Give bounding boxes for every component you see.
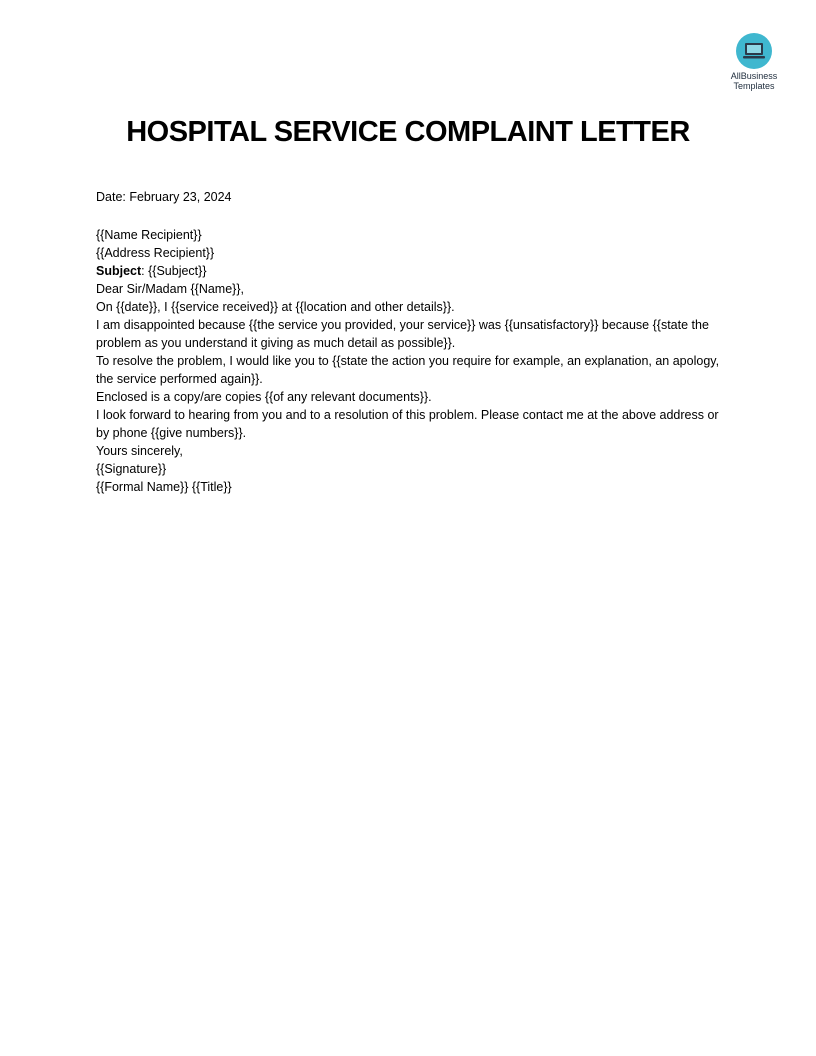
letter-body bbox=[96, 188, 726, 496]
logo-line-2: Templates bbox=[733, 81, 775, 91]
subject-line bbox=[96, 262, 726, 280]
laptop-icon bbox=[742, 41, 766, 61]
recipient-address: {{Address Recipient}} bbox=[96, 246, 215, 260]
subject-value: : {{Subject}} bbox=[141, 264, 207, 278]
paragraph-2: I am disappointed because {{the service you provided, your service}} was {{unsatisfactory}} because {{state the problem as you understand it giving as much detail as possible}}. bbox=[96, 318, 709, 350]
letter-date: Date: February 23, 2024 bbox=[96, 190, 232, 204]
paragraph-5: I look forward to hearing from you and to a resolution of this problem. Please contact me at the above address or by phone {{give numbers}}. bbox=[96, 408, 719, 440]
document-title: HOSPITAL SERVICE COMPLAINT LETTER bbox=[126, 116, 690, 148]
salutation: Dear Sir/Madam {{Name}}, bbox=[96, 282, 244, 296]
formal-name-title: {{Formal Name}} {{Title}} bbox=[96, 480, 232, 494]
closing: Yours sincerely, bbox=[96, 444, 183, 458]
paragraph-1: On {{date}}, I {{service received}} at {{location and other details}}. bbox=[96, 300, 455, 314]
paragraph-3: To resolve the problem, I would like you to {{state the action you require for example, an explanation, an apology, the service performed again}}. bbox=[96, 354, 720, 386]
logo-circle bbox=[736, 33, 772, 69]
logo-line-1: AllBusiness bbox=[730, 71, 778, 81]
subject-label: Subject bbox=[96, 264, 142, 278]
recipient-name: {{Name Recipient}} bbox=[96, 228, 202, 242]
allbusiness-logo bbox=[722, 33, 786, 91]
recipient-block bbox=[96, 226, 726, 262]
paragraph-4: Enclosed is a copy/are copies {{of any relevant documents}}. bbox=[96, 390, 432, 404]
logo-text bbox=[722, 71, 786, 91]
signature: {{Signature}} bbox=[96, 462, 167, 476]
